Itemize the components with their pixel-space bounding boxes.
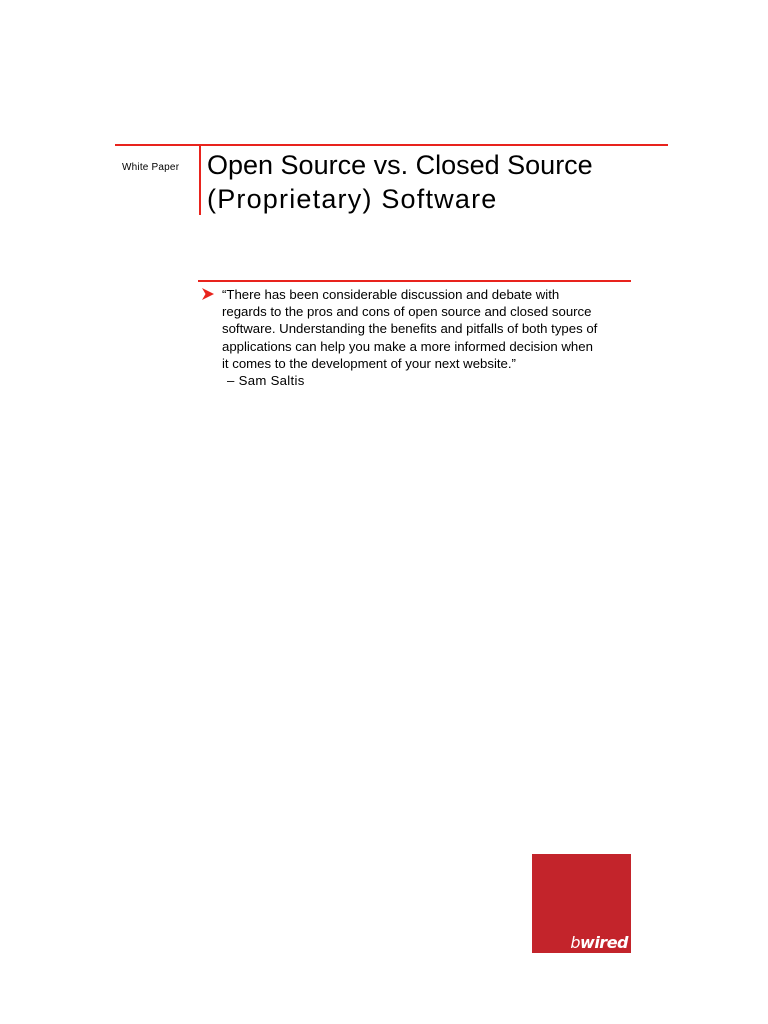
arrow-bullet-icon (201, 287, 215, 301)
logo-wordmark (570, 934, 628, 952)
title-line-2: (Proprietary) Software (207, 184, 498, 214)
quote-top-rule (198, 280, 631, 282)
quote-line: regards to the pros and cons of open source and closed source (222, 304, 592, 320)
bwired-logo (532, 854, 631, 953)
document-type-label: White Paper (122, 162, 180, 173)
document-title (207, 148, 667, 216)
header-top-rule (115, 144, 668, 146)
quote-text (222, 286, 634, 389)
title-line-1: Open Source vs. Closed Source (207, 150, 593, 180)
logo-wordmark-prefix: b (570, 933, 581, 952)
logo-wordmark-main: wired (580, 933, 628, 952)
quote-line: “There has been considerable discussion and debate with (222, 287, 560, 302)
header-divider-rule (199, 146, 201, 215)
quote-line: software. Understanding the benefits and pitfalls of both types of (222, 321, 598, 337)
quote-line: applications can help you make a more informed decision when (222, 338, 593, 354)
quote-author: – Sam Saltis (227, 373, 305, 389)
quote-line: it comes to the development of your next website.” (222, 355, 516, 371)
